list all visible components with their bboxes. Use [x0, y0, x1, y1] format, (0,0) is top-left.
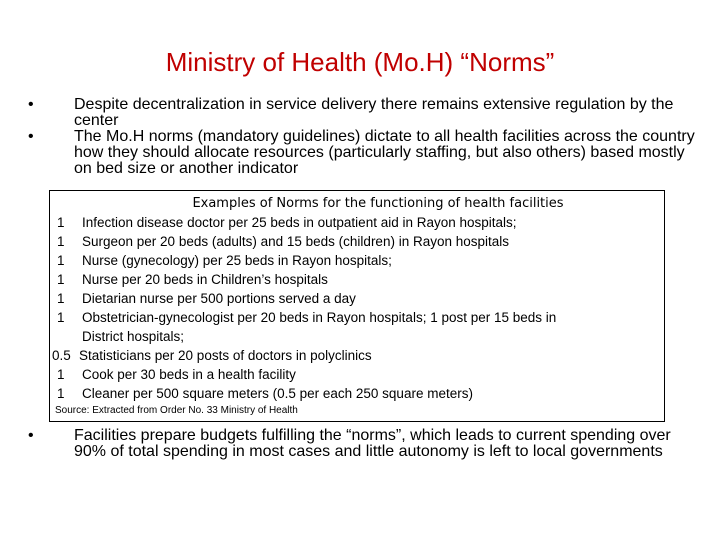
norm-quantity: 1 [57, 310, 65, 325]
bullet-text: The Mo.H norms (mandatory guidelines) dictate to all health facilities across the country how they should allocate resources (particularly staffing, but also others) based mostly on bed size or another indicator [74, 128, 695, 177]
bullet-item [28, 97, 698, 129]
norm-text: Obstetrician-gynecologist per 20 beds in Rayon hospitals; 1 post per 15 beds in [82, 310, 557, 325]
bullet-text: Facilities prepare budgets fulfilling the “norms”, which leads to current spending over 90% of total spending in most cases and little autonomy is left to local governments [74, 427, 671, 460]
norm-row [52, 213, 672, 232]
intro-bullet-list [28, 97, 698, 177]
bullet-dot-icon: • [28, 128, 34, 145]
closing-bullet-list [28, 428, 698, 460]
norm-quantity: 1 [57, 215, 65, 230]
norm-row [52, 251, 672, 270]
norms-examples-content [52, 195, 672, 418]
bullet-dot-icon: • [28, 96, 34, 113]
norm-quantity: 0.5 [52, 348, 71, 363]
norm-row [52, 270, 672, 289]
norm-row [52, 289, 672, 308]
norm-text-continuation: District hospitals; [82, 329, 185, 344]
norm-row [52, 308, 672, 346]
slide-title: Ministry of Health (Mo.H) “Norms” [165, 47, 555, 77]
norm-row [52, 365, 672, 384]
norm-text: Cook per 30 beds in a health facility [82, 367, 296, 382]
norm-quantity: 1 [57, 234, 65, 249]
norm-text: Infection disease doctor per 25 beds in outpatient aid in Rayon hospitals; [82, 215, 517, 230]
norm-text: Statisticians per 20 posts of doctors in polyclinics [79, 348, 372, 363]
norm-text: Nurse (gynecology) per 25 beds in Rayon hospitals; [82, 253, 392, 268]
norm-text: Nurse per 20 beds in Children’s hospitals [82, 272, 328, 287]
bullet-dot-icon: • [28, 427, 34, 444]
norm-quantity: 1 [57, 253, 65, 268]
bullet-item [28, 129, 698, 177]
norm-quantity: 1 [57, 291, 65, 306]
norm-row [52, 346, 672, 365]
norm-quantity: 1 [57, 367, 65, 382]
source-note: Source: Extracted from Order No. 33 Ministry of Health [55, 405, 298, 416]
norm-text: Cleaner per 500 square meters (0.5 per each 250 square meters) [82, 386, 473, 401]
norm-row [52, 384, 672, 403]
bullet-item [28, 428, 698, 460]
norm-text: Surgeon per 20 beds (adults) and 15 beds (children) in Rayon hospitals [82, 234, 510, 249]
norm-row [52, 232, 672, 251]
norm-quantity: 1 [57, 386, 65, 401]
norm-text: Dietarian nurse per 500 portions served a day [82, 291, 356, 306]
bullet-text: Despite decentralization in service delivery there remains extensive regulation by the center [74, 96, 674, 129]
box-header: Examples of Norms for the functioning of health facilities [192, 196, 564, 211]
norm-quantity: 1 [57, 272, 65, 287]
